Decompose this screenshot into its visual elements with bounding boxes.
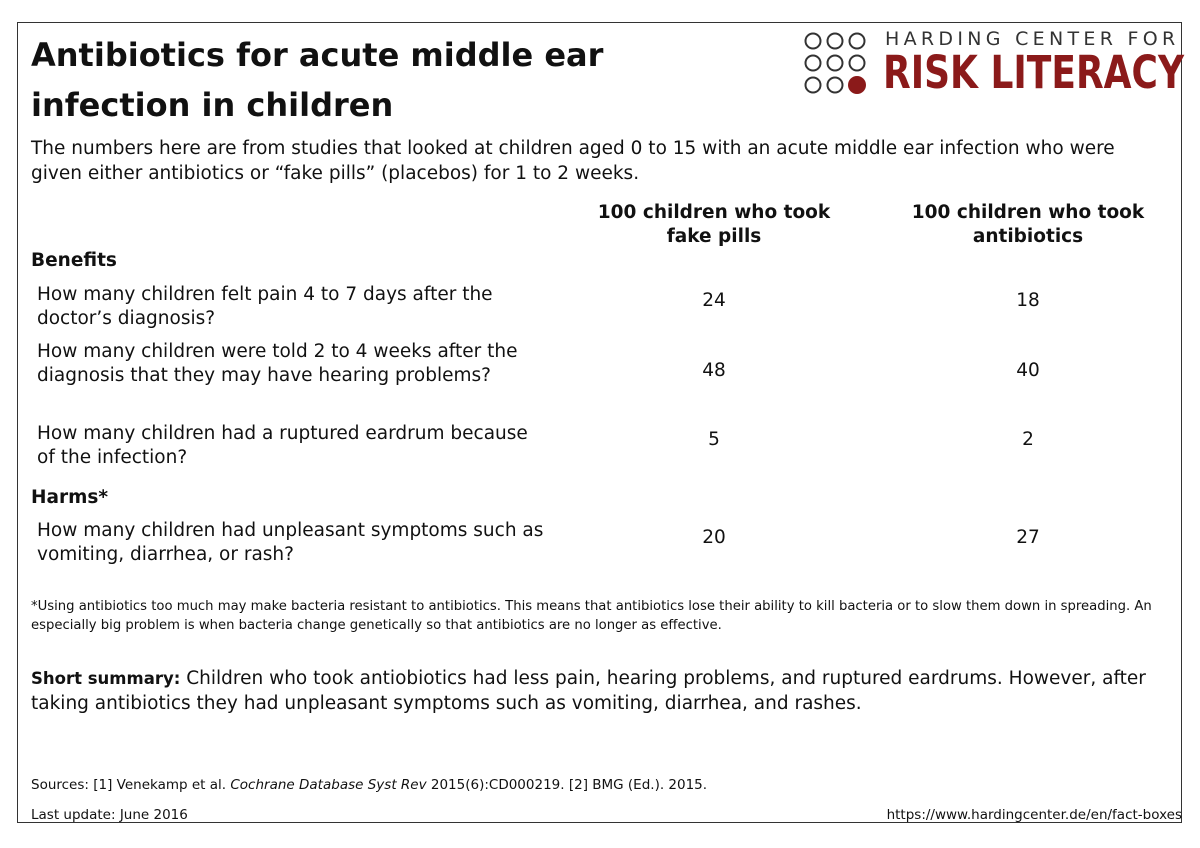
harm-symptoms-antibiotics-value: 27 [1016, 527, 1040, 548]
benefit-pain-placebo-value: 24 [702, 290, 726, 311]
logo-dots-icon [803, 30, 869, 96]
harm-question-symptoms: How many children had unpleasant symptoms such as vomiting, diarrhea, or rash? [37, 520, 544, 565]
benefits-label: Benefits [31, 250, 117, 271]
column-header-antibiotics: 100 children who took antibiotics [911, 202, 1145, 247]
fact-boxes-url: https://www.hardingcenter.de/en/fact-boxes [886, 807, 1182, 823]
harm-symptoms-placebo-value: 20 [702, 527, 726, 548]
summary-label: Short summary: [31, 669, 181, 688]
sources-journal: Cochrane Database Syst Rev [230, 777, 427, 793]
sources [31, 776, 707, 795]
intro-text: The numbers here are from studies that looked at children aged 0 to 15 with an acute middle ear infection who were given either antibiotics or “fake pills” (placebos) for 1 to 2 weeks. [31, 138, 1115, 184]
short-summary [31, 667, 1171, 716]
footnote: *Using antibiotics too much may make bacteria resistant to antibiotics. This means that antibiotics lose their ability to kill bacteria or to slow them down in spreading. An especially big problem is when bacteria change genetically so that antibiotics are no longer as effective. [31, 599, 1152, 633]
harding-center-logo [803, 28, 1185, 99]
logo-line-1: HARDING CENTER FOR [885, 28, 1180, 50]
benefit-eardrum-placebo-value: 5 [708, 429, 720, 450]
benefit-hearing-placebo-value: 48 [702, 360, 726, 381]
column-header-placebo: 100 children who took fake pills [597, 202, 831, 247]
sources-suffix: 2015(6):CD000219. [2] BMG (Ed.). 2015. [426, 777, 708, 793]
benefit-question-hearing: How many children were told 2 to 4 weeks after the diagnosis that they may have hearing problems? [37, 341, 518, 386]
last-update: Last update: June 2016 [31, 807, 188, 823]
page-title: Antibiotics for acute middle ear infection in children [31, 36, 604, 124]
benefit-question-pain: How many children felt pain 4 to 7 days after the doctor’s diagnosis? [37, 284, 493, 329]
benefit-hearing-antibiotics-value: 40 [1016, 360, 1040, 381]
logo-line-2: RISK LITERACY [883, 46, 1185, 99]
summary-text: Children who took antiobiotics had less pain, hearing problems, and ruptured eardrums. However, after taking antibiotics they had unpleasant symptoms such as vomiting, diarrhea, and rashes. [31, 668, 1146, 714]
benefit-pain-antibiotics-value: 18 [1016, 290, 1040, 311]
benefit-question-eardrum: How many children had a ruptured eardrum because of the infection? [37, 423, 528, 468]
sources-prefix: Sources: [1] Venekamp et al. [31, 777, 231, 793]
harms-label: Harms* [31, 487, 109, 508]
benefit-eardrum-antibiotics-value: 2 [1022, 429, 1034, 450]
